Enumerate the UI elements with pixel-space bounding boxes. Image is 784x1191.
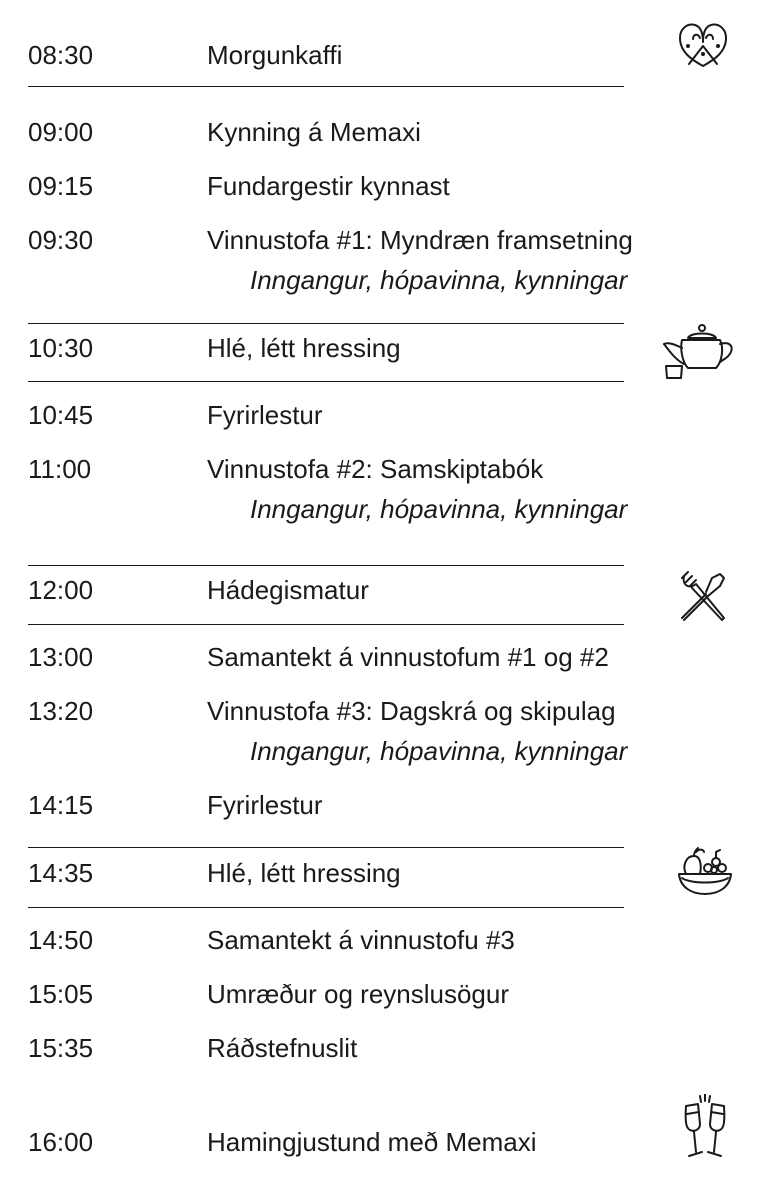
divider: [28, 381, 624, 382]
schedule-row-1600: [0, 1122, 784, 1162]
divider: [28, 565, 624, 566]
event-title: Vinnustofa #2: Samskiptabók: [207, 454, 544, 484]
event-title: Samantekt á vinnustofu #3: [207, 925, 515, 955]
event-title: Hlé, létt hressing: [207, 333, 401, 363]
event-title: Fyrirlestur: [207, 400, 323, 430]
schedule-row-0930: [0, 220, 784, 295]
schedule-row-0830: [0, 35, 784, 75]
schedule-row-1300: [0, 637, 784, 677]
time-label: 09:00: [28, 117, 94, 147]
event-title: Samantekt á vinnustofum #1 og #2: [207, 642, 609, 672]
schedule-row-1320: [0, 691, 784, 766]
time-label: 09:30: [28, 225, 94, 255]
event-title: Vinnustofa #3: Dagskrá og skipulag: [207, 696, 616, 726]
time-label: 15:05: [28, 979, 94, 1009]
time-label: 13:00: [28, 642, 94, 672]
schedule-row-1535: [0, 1028, 784, 1068]
divider: [28, 907, 624, 908]
event-title: Kynning á Memaxi: [207, 117, 421, 147]
divider: [28, 323, 624, 324]
event-title: Ráðstefnuslit: [207, 1033, 358, 1063]
schedule-row-1100: [0, 449, 784, 524]
time-label: 10:30: [28, 333, 94, 363]
teapot-icon: [662, 322, 738, 380]
time-label: 14:15: [28, 790, 94, 820]
event-title: Hlé, létt hressing: [207, 858, 401, 888]
divider: [28, 624, 624, 625]
schedule-row-1435: [0, 853, 784, 893]
event-title: Hádegismatur: [207, 575, 369, 605]
event-subtitle: Inngangur, hópavinna, kynningar: [250, 494, 628, 524]
schedule-row-0900: [0, 112, 784, 152]
schedule-row-1200: [0, 570, 784, 610]
time-label: 12:00: [28, 575, 94, 605]
pretzel-icon: [676, 20, 730, 70]
event-subtitle: Inngangur, hópavinna, kynningar: [250, 736, 628, 766]
time-label: 09:15: [28, 171, 94, 201]
time-label: 08:30: [28, 40, 94, 70]
fruit-bowl-icon: [676, 846, 734, 896]
champagne-glasses-icon: [680, 1094, 730, 1162]
event-title: Vinnustofa #1: Myndræn framsetning: [207, 225, 633, 255]
divider: [28, 86, 624, 87]
event-title: Umræður og reynslusögur: [207, 979, 510, 1009]
time-label: 10:45: [28, 400, 94, 430]
time-label: 14:50: [28, 925, 94, 955]
cutlery-icon: [676, 570, 730, 624]
time-label: 16:00: [28, 1127, 94, 1157]
time-label: 13:20: [28, 696, 94, 726]
event-title: Fundargestir kynnast: [207, 171, 450, 201]
schedule-row-1045: [0, 395, 784, 435]
event-title: Hamingjustund með Memaxi: [207, 1127, 537, 1157]
event-title: Fyrirlestur: [207, 790, 323, 820]
schedule-row-1415: [0, 785, 784, 825]
time-label: 14:35: [28, 858, 94, 888]
time-label: 15:35: [28, 1033, 94, 1063]
schedule-row-1505: [0, 974, 784, 1014]
schedule-row-1450: [0, 920, 784, 960]
event-title: Morgunkaffi: [207, 40, 343, 70]
schedule-row-0915: [0, 166, 784, 206]
divider: [28, 847, 624, 848]
event-subtitle: Inngangur, hópavinna, kynningar: [250, 265, 628, 295]
time-label: 11:00: [28, 454, 92, 484]
